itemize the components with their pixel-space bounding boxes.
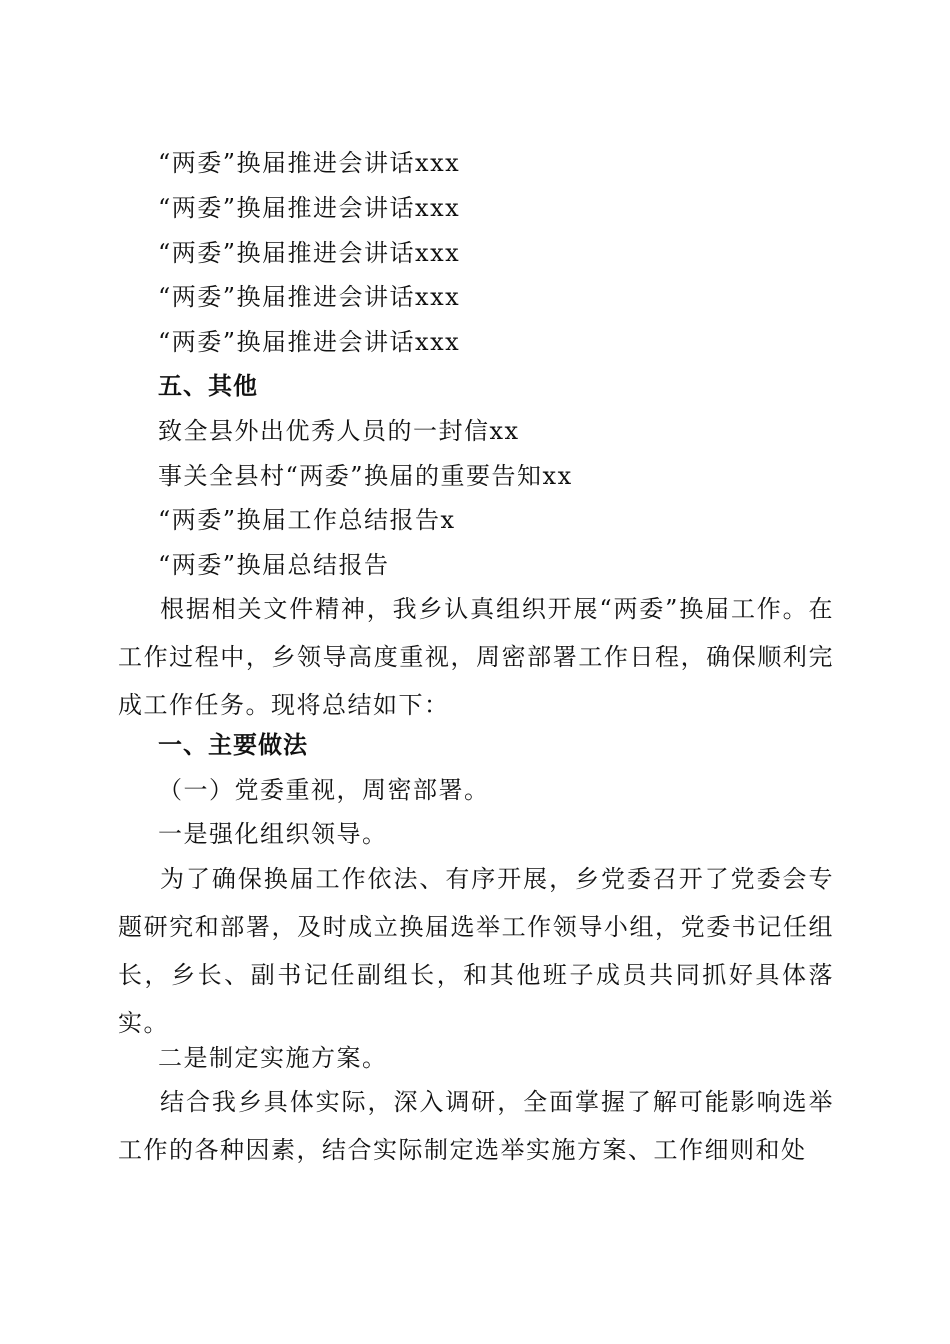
body-paragraph: 结合我乡具体实际，深入调研，全面掌握了解可能影响选举工作的各种因素，结合实际制定选举实施方案、工作细则和处	[118, 1088, 834, 1164]
list-item: 致全县外出优秀人员的一封信xx	[158, 417, 520, 445]
list-item: “两委”换届推进会讲话xxx	[158, 194, 461, 222]
list-item: “两委”换届推进会讲话xxx	[158, 328, 461, 356]
list-item: “两委”换届工作总结报告x	[158, 506, 456, 534]
section-heading-main-practices: 一、主要做法	[158, 731, 308, 759]
point-title: 一是强化组织领导。	[158, 820, 388, 848]
subsection-heading: （一）党委重视，周密部署。	[158, 776, 490, 804]
list-item: “两委”换届推进会讲话xxx	[158, 283, 461, 311]
point-title: 二是制定实施方案。	[158, 1044, 388, 1072]
list-item: “两委”换届总结报告	[158, 551, 390, 579]
list-item: “两委”换届推进会讲话xxx	[158, 239, 461, 267]
list-item: 事关全县村“两委”换届的重要告知xx	[158, 462, 573, 490]
intro-paragraph: 根据相关文件精神，我乡认真组织开展“两委”换届工作。在工作过程中，乡领导高度重视，周密部署工作日程，确保顺利完成工作任务。现将总结如下：	[118, 595, 834, 719]
section-heading-other: 五、其他	[158, 372, 258, 400]
list-item: “两委”换届推进会讲话xxx	[158, 149, 461, 177]
body-paragraph: 为了确保换届工作依法、有序开展，乡党委召开了党委会专题研究和部署，及时成立换届选举工作领导小组，党委书记任组长，乡长、副书记任副组长，和其他班子成员共同抓好具体落实。	[118, 865, 834, 1037]
